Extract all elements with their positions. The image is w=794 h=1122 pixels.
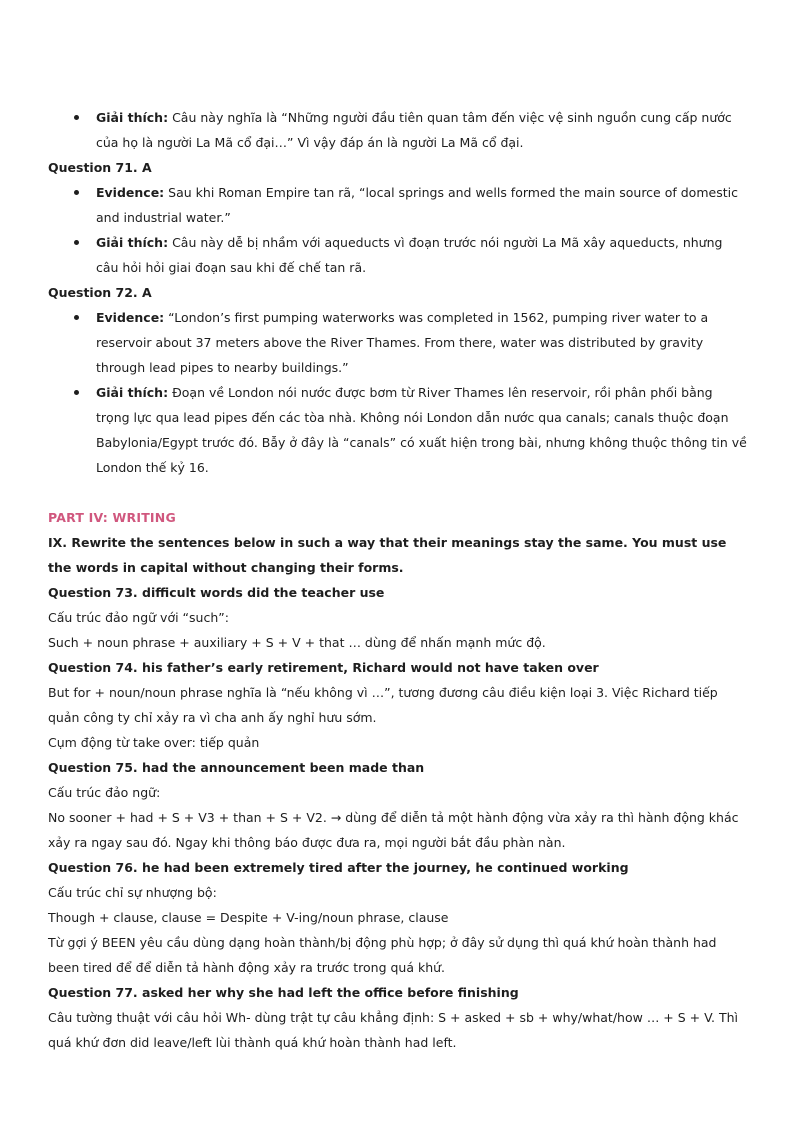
bullet-text: Sau khi Roman Empire tan rã, “local springs and wells formed the main source of domestic and industrial water.” (96, 185, 738, 225)
explanation-text: Cụm động từ take over: tiếp quản (48, 735, 260, 750)
explanation-text: But for + noun/noun phrase nghĩa là “nếu không vì …”, tương đương câu điều kiện loại 3. Việc Richard tiếp quản công ty chỉ xảy ra vì cha anh ấy nghỉ hưu sớm. (48, 685, 718, 725)
question-heading: Question 77. asked her why she had left the office before finishing (48, 985, 519, 1000)
bullet-label: Evidence: (96, 185, 165, 200)
bullet-label: Giải thích: (96, 385, 169, 400)
bullet-text: Câu này dễ bị nhầm với aqueducts vì đoạn trước nói người La Mã xây aqueducts, nhưng câu hỏi hỏi giai đoạn sau khi đế chế tan rã. (96, 235, 723, 275)
bullet-item (48, 105, 748, 155)
question-heading: Question 72. A (48, 285, 152, 300)
question-heading: Question 76. he had been extremely tired after the journey, he continued working (48, 860, 629, 875)
bullet-list (48, 305, 748, 480)
bullet-dot-icon (74, 190, 79, 195)
section-spacer (48, 480, 748, 505)
bullet-text: Câu này nghĩa là “Những người đầu tiên quan tâm đến việc vệ sinh nguồn cung cấp nước của họ là người La Mã cổ đại…” Vì vậy đáp án là người La Mã cổ đại. (96, 110, 732, 150)
bullet-list (48, 180, 748, 280)
bullet-text: “London’s first pumping waterworks was completed in 1562, pumping river water to a reservoir about 37 meters above the River Thames. From there, water was distributed by gravity through lead pipes to nearby buildings.” (96, 310, 709, 375)
bullet-label: Evidence: (96, 310, 165, 325)
bullet-dot-icon (74, 315, 79, 320)
explanation-text: Từ gợi ý BEEN yêu cầu dùng dạng hoàn thành/bị động phù hợp; ở đây sử dụng thì quá khứ hoàn thành had been tired để để diễn tả hành động xảy ra trước trong quá khứ. (48, 935, 717, 975)
explanation-text: No sooner + had + S + V3 + than + S + V2. → dùng để diễn tả một hành động vừa xảy ra thì hành động khác xảy ra ngay sau đó. Ngay khi thông báo được đưa ra, mọi người bắt đầu phàn nàn. (48, 810, 739, 850)
question-heading: Question 71. A (48, 160, 152, 175)
bullet-list (48, 105, 748, 155)
explanation-text: Câu tường thuật với câu hỏi Wh- dùng trật tự câu khẳng định: S + asked + sb + why/what/how … + S + V. Thì quá khứ đơn did leave/left lùi thành quá khứ hoàn thành had left. (48, 1010, 739, 1050)
bullet-label: Giải thích: (96, 110, 169, 125)
document-body (48, 105, 748, 1055)
bullet-dot-icon (74, 115, 79, 120)
bullet-dot-icon (74, 390, 79, 395)
explanation-text: Though + clause, clause = Despite + V-ing/noun phrase, clause (48, 910, 449, 925)
bullet-text: Đoạn về London nói nước được bơm từ River Thames lên reservoir, rồi phân phối bằng trọng lực qua lead pipes đến các tòa nhà. Không nói London dẫn nước qua canals; canals thuộc đoạn Babylonia/Egypt trước đó. Bẫy ở đây là “canals” có xuất hiện trong bài, nhưng không thuộc thông tin về London thế kỷ 16. (96, 385, 747, 475)
explanation-text: Cấu trúc đảo ngữ: (48, 785, 161, 800)
question-heading: Question 73. difficult words did the teacher use (48, 585, 385, 600)
explanation-text: Cấu trúc đảo ngữ với “such”: (48, 610, 229, 625)
explanation-text: Such + noun phrase + auxiliary + S + V + that … dùng để nhấn mạnh mức độ. (48, 635, 546, 650)
question-heading: Question 75. had the announcement been made than (48, 760, 425, 775)
question-heading: Question 74. his father’s early retirement, Richard would not have taken over (48, 660, 599, 675)
part-heading: PART IV: WRITING (48, 510, 176, 525)
bullet-item (48, 230, 748, 280)
bullet-item (48, 180, 748, 230)
question-heading: IX. Rewrite the sentences below in such a way that their meanings stay the same. You must use the words in capital without changing their forms. (48, 535, 727, 575)
bullet-item (48, 380, 748, 480)
bullet-dot-icon (74, 240, 79, 245)
bullet-label: Giải thích: (96, 235, 169, 250)
explanation-text: Cấu trúc chỉ sự nhượng bộ: (48, 885, 217, 900)
bullet-item (48, 305, 748, 380)
